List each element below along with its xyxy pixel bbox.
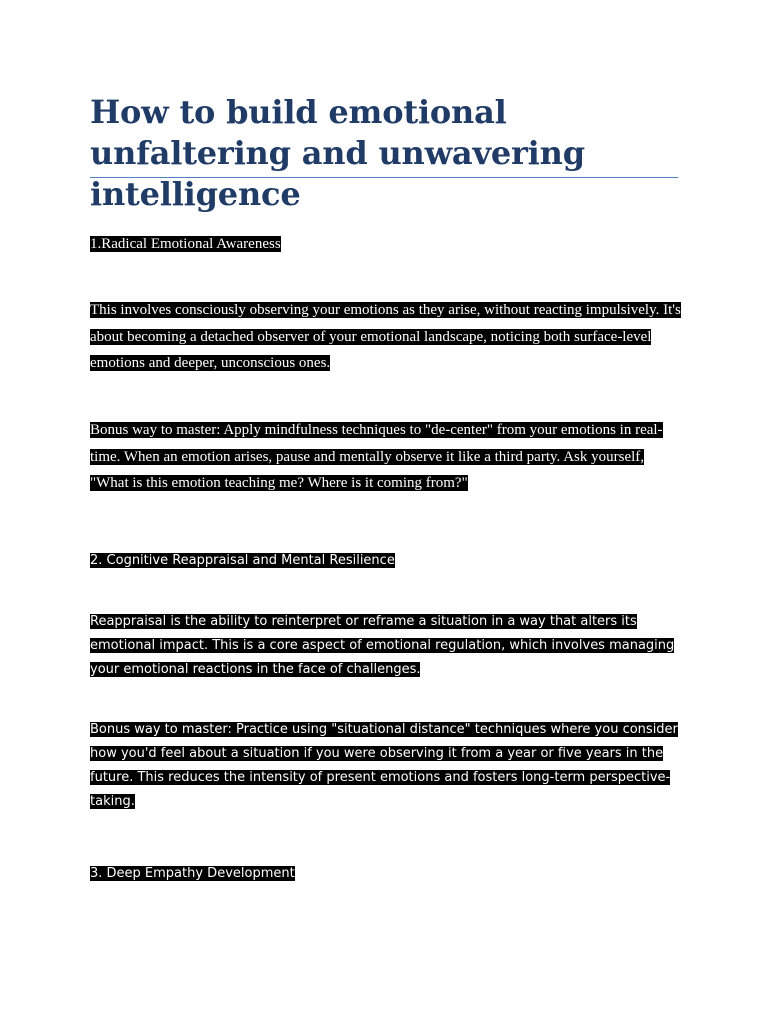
- paragraph-text: This involves consciously observing your emotions as they arise, without reacting impulsively. It's about becoming a detached observer of your emotional landscape, noticing both surface-level emotions and deeper, unconscious ones.: [90, 302, 681, 371]
- paragraph-text: Bonus way to master: Apply mindfulness techniques to "de-center" from your emotions in real-time. When an emotion arises, pause and mentally observe it like a third party. Ask yourself, "What is this emotion teaching me? Where is it coming from?": [90, 422, 663, 491]
- title-divider: [90, 177, 678, 178]
- paragraph: [90, 610, 682, 682]
- section-heading: [90, 862, 682, 886]
- section-heading: [90, 549, 682, 573]
- paragraph: [90, 297, 682, 377]
- section-heading-text: 1.Radical Emotional Awareness: [90, 236, 281, 252]
- section-heading-text: 3. Deep Empathy Development: [90, 866, 295, 881]
- section-heading-text: 2. Cognitive Reappraisal and Mental Resilience: [90, 553, 395, 568]
- paragraph: [90, 718, 682, 814]
- paragraph: [90, 417, 682, 497]
- document-title: How to build emotional unfaltering and unwavering intelligence: [90, 93, 585, 213]
- section-heading: [90, 231, 682, 258]
- paragraph-text: Bonus way to master: Practice using "situational distance" techniques where you consider how you'd feel about a situation if you were observing it from a year or five years in the future. This reduces the intensity of present emotions and fosters long-term perspective-taking.: [90, 722, 678, 809]
- paragraph-text: Reappraisal is the ability to reinterpret or reframe a situation in a way that alters its emotional impact. This is a core aspect of emotional regulation, which involves managing your emotional reactions in the face of challenges.: [90, 614, 675, 677]
